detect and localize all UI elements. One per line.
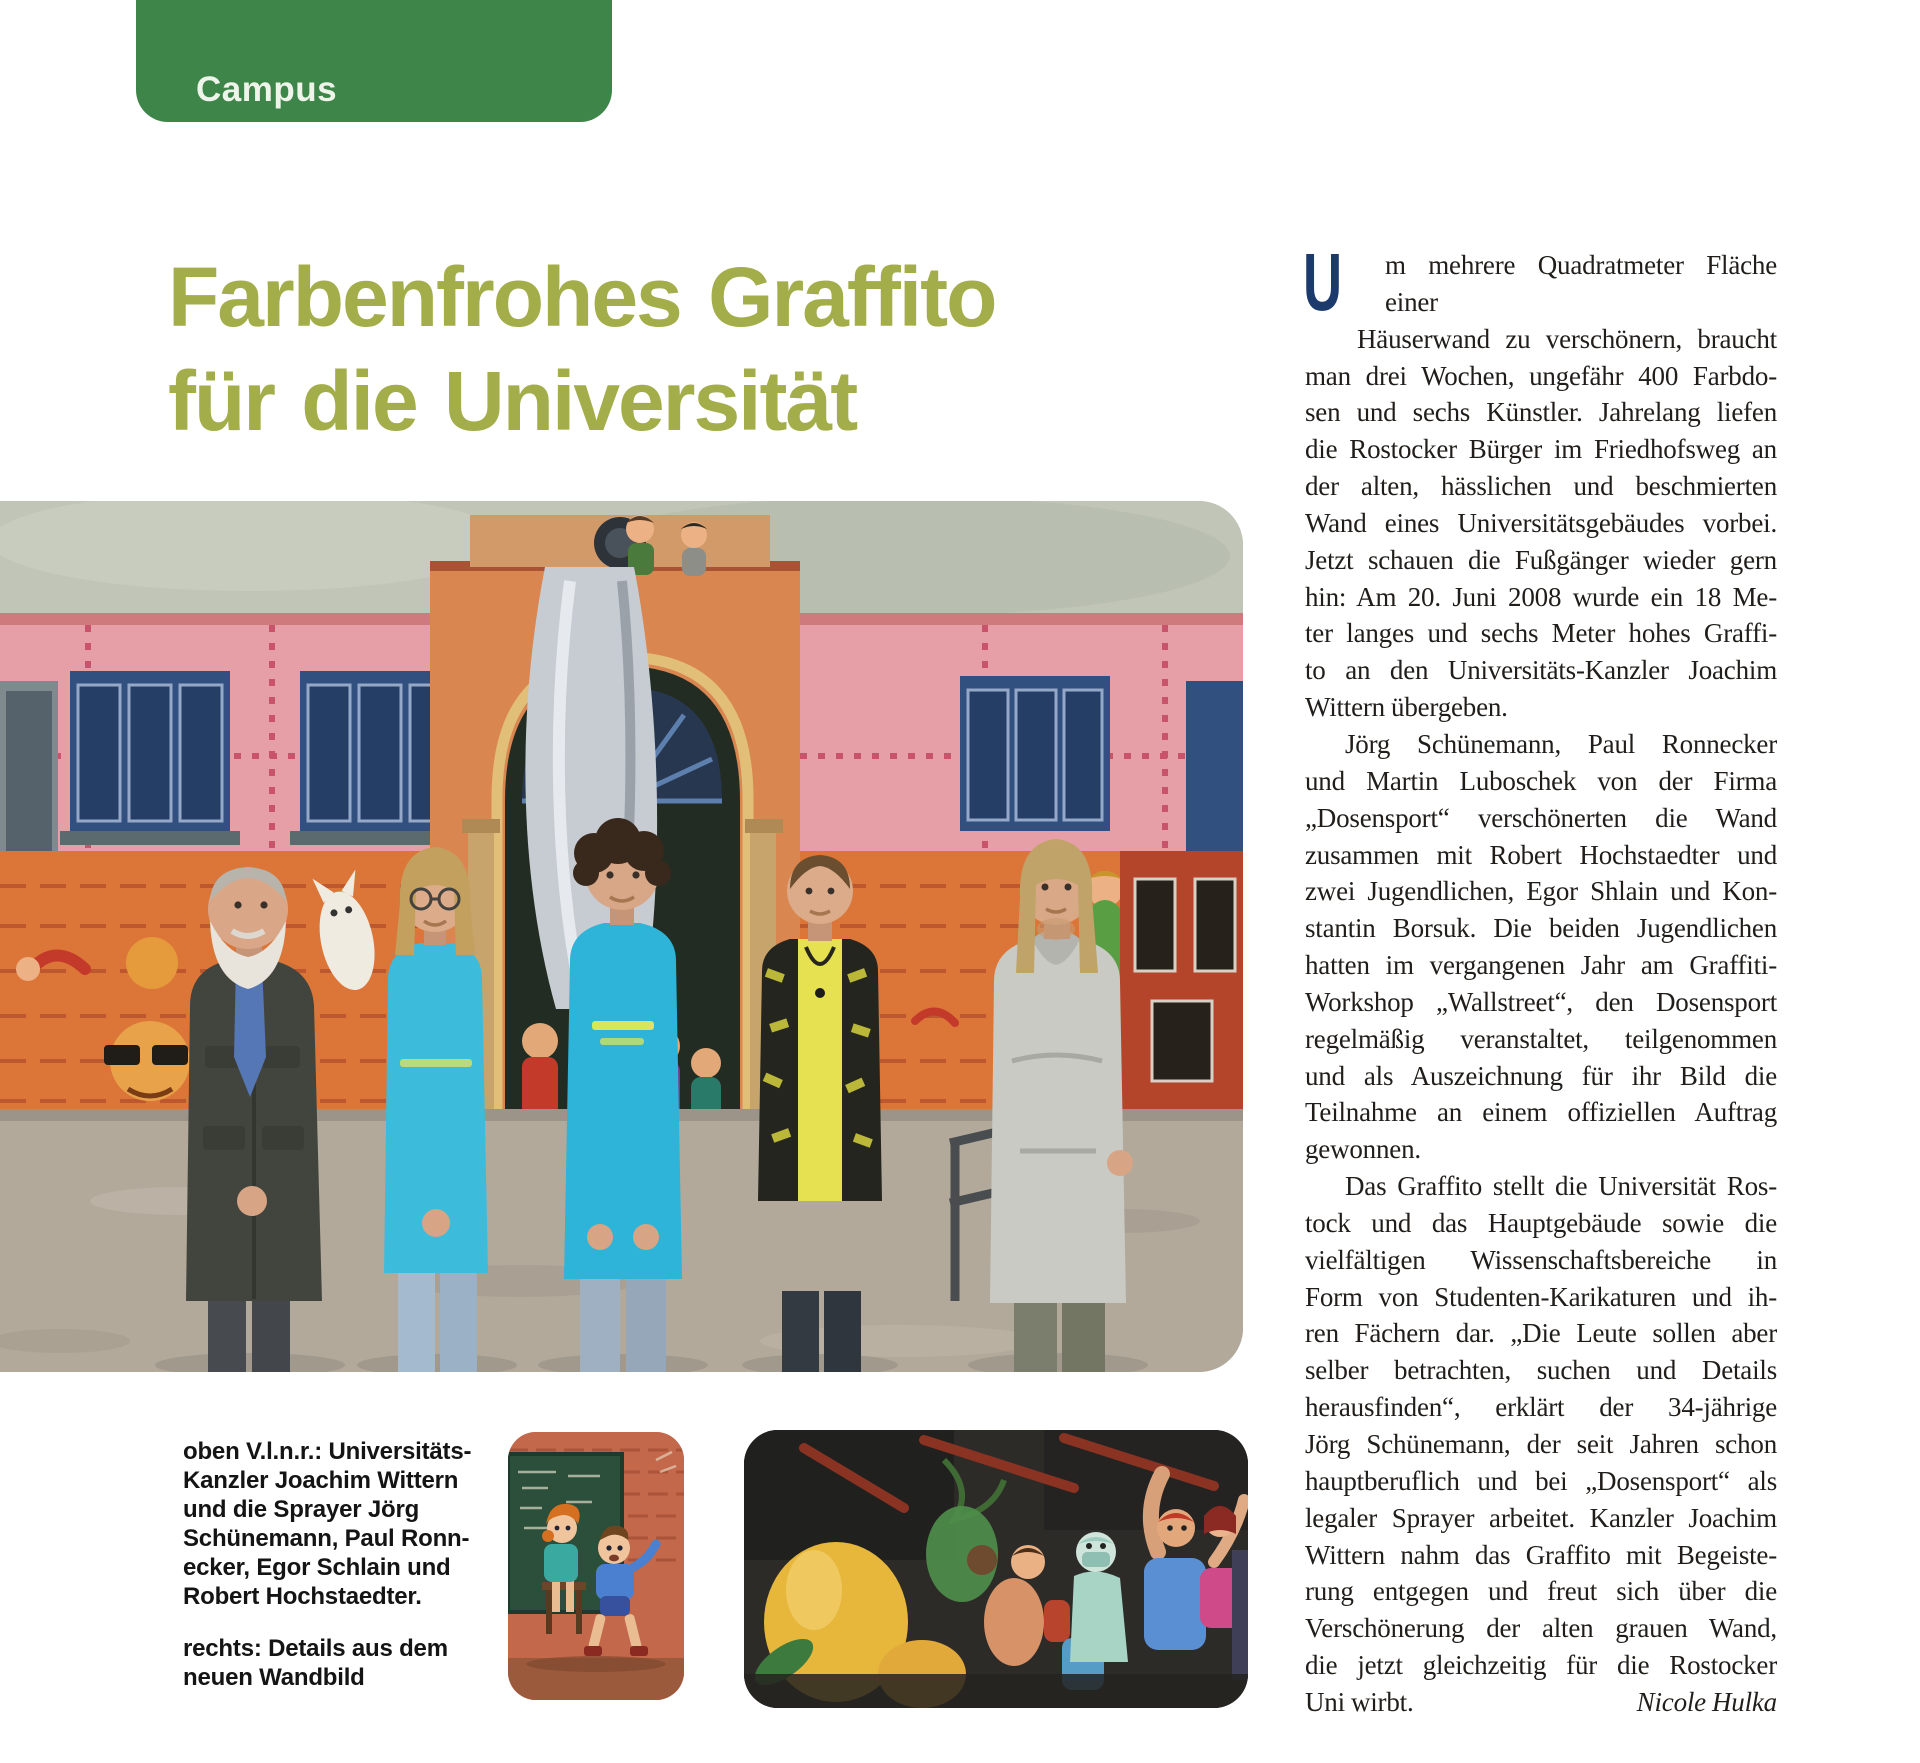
detail-photo-classroom-image <box>508 1432 684 1700</box>
body-text: der alten, hässlichen und beschmierten <box>1305 471 1777 502</box>
body-text: Jörg Schünemann, der seit Jahren schon <box>1305 1429 1777 1459</box>
caption-line: Kanzler Joachim Wittern <box>183 1467 459 1494</box>
section-tab <box>136 0 612 122</box>
body-text: m mehrere Quadratmeter Fläche einer <box>1385 250 1777 317</box>
body-text: Workshop „Wallstreet“, den Dosensport <box>1305 986 1777 1017</box>
body-text-line <box>1305 1537 1777 1574</box>
body-text: zwei Jugendlichen, Egor Shlain und Kon- <box>1305 876 1777 907</box>
body-text: ter langes und sechs Meter hohes Graffi- <box>1305 618 1777 649</box>
body-text-line <box>1305 1168 1777 1205</box>
caption-line: ecker, Egor Schlain und <box>183 1554 451 1581</box>
headline-line-1: Farbenfrohes Graffito <box>168 250 996 344</box>
body-text: stantin Borsuk. Die beiden Jugendlichen <box>1305 913 1777 944</box>
body-text-line <box>1305 689 1777 726</box>
drop-cap: U <box>1303 237 1342 328</box>
body-text-line <box>1305 1500 1777 1537</box>
body-text-line <box>1305 1389 1777 1426</box>
body-text-line <box>1305 1573 1777 1610</box>
article-body <box>1303 237 1777 1721</box>
body-text: regelmäßig veranstaltet, teilgenommen <box>1305 1023 1777 1054</box>
body-text: Wand eines Universitätsgebäudes vorbei. <box>1305 507 1777 538</box>
body-text: zusammen mit Robert Hochstaedter und <box>1305 839 1777 870</box>
body-text-line <box>1305 1205 1777 1242</box>
body-text-line <box>1305 394 1777 431</box>
body-text-line <box>1305 1610 1777 1647</box>
paragraph <box>1303 237 1777 726</box>
body-text: man drei Wochen, ungefähr 400 Farbdo- <box>1305 360 1777 391</box>
body-text-line <box>1305 763 1777 800</box>
body-text-line <box>1305 1684 1777 1721</box>
body-text-line <box>1305 1094 1777 1131</box>
detail-photo-mural <box>744 1430 1248 1708</box>
body-text: Wittern nahm das Graffito mit Begeiste- <box>1305 1539 1777 1570</box>
body-text-line <box>1305 505 1777 542</box>
body-text: vielfältigen Wissenschaftsbereiche in <box>1305 1244 1777 1275</box>
headline-line-2: für die Universität <box>168 354 857 448</box>
body-text: Uni wirbt. <box>1305 1686 1414 1717</box>
body-text-line <box>1305 837 1777 874</box>
body-text: sen und sechs Künstler. Jahrelang liefen <box>1305 397 1777 428</box>
body-text-line <box>1305 431 1777 468</box>
body-text-line <box>1305 910 1777 947</box>
mural-caricature-fruit <box>126 937 178 989</box>
paragraph <box>1305 726 1777 1168</box>
body-text-line <box>1305 800 1777 837</box>
body-text: Teilnahme an einem offiziellen Auftrag <box>1305 1097 1777 1128</box>
body-text: Jetzt schauen die Fußgänger wieder gern <box>1305 544 1777 575</box>
body-text-line <box>1305 1242 1777 1279</box>
caption-line: oben V.l.n.r.: Universitäts- <box>183 1438 472 1465</box>
body-text-line <box>1303 237 1777 328</box>
paragraph <box>1305 1168 1777 1721</box>
section-tab-label: Campus <box>196 70 338 109</box>
body-text-line <box>1305 1021 1777 1058</box>
body-text-line <box>1305 468 1777 505</box>
body-text: Verschönerung der alten grauen Wand, <box>1305 1613 1777 1644</box>
main-photo-image <box>0 501 1243 1372</box>
mural-window <box>60 671 240 845</box>
detail-caption <box>183 1634 448 1692</box>
body-text: und Martin Luboschek von der Firma <box>1305 765 1777 796</box>
body-text: rung entgegen und freut sich über die <box>1305 1576 1777 1607</box>
body-text-line <box>1305 1352 1777 1389</box>
body-text-line <box>1305 358 1777 395</box>
body-text: Das Graffito stellt die Universität Ros- <box>1345 1171 1777 1202</box>
body-text-line <box>1305 1426 1777 1463</box>
body-text: gewonnen. <box>1305 1134 1421 1165</box>
body-text: herausfinden“, erklärt der 34-jährige <box>1305 1392 1777 1423</box>
body-text: hatten im vergangenen Jahr am Graffiti- <box>1305 950 1777 981</box>
mural-window <box>960 676 1110 831</box>
body-text: legaler Sprayer arbeitet. Kanzler Joachim <box>1305 1502 1777 1533</box>
body-text-line <box>1305 1463 1777 1500</box>
caption-line: Schünemann, Paul Ronn- <box>183 1525 470 1552</box>
body-text: und als Auszeichnung für ihr Bild die <box>1305 1060 1777 1091</box>
body-text: Wittern übergeben. <box>1305 692 1508 723</box>
detail-photo-mural-image <box>744 1430 1248 1708</box>
caption-line: neuen Wandbild <box>183 1664 365 1691</box>
body-text: Häuserwand zu verschönern, braucht <box>1357 323 1777 354</box>
body-text: „Dosensport“ verschönerten die Wand <box>1305 802 1777 833</box>
main-photo <box>0 501 1243 1372</box>
body-text-line <box>1305 321 1777 358</box>
caption-line: Robert Hochstaedter. <box>183 1583 422 1610</box>
body-text: hauptberuflich und bei „Dosensport“ als <box>1305 1465 1777 1496</box>
article-paragraphs <box>1303 237 1777 1721</box>
body-text-line <box>1305 1315 1777 1352</box>
body-text-line <box>1305 873 1777 910</box>
body-text-line <box>1305 1131 1777 1168</box>
body-text: selber betrachten, suchen und Details <box>1305 1355 1777 1386</box>
body-text-line <box>1305 984 1777 1021</box>
caption-line: und die Sprayer Jörg <box>183 1496 420 1523</box>
body-text: hin: Am 20. Juni 2008 wurde ein 18 Me- <box>1305 581 1777 612</box>
photo-caption <box>183 1437 471 1611</box>
detail-photo-classroom <box>508 1432 684 1700</box>
body-text-line <box>1305 947 1777 984</box>
body-text: die Rostocker Bürger im Friedhofsweg an <box>1305 434 1777 465</box>
body-text-line <box>1305 1279 1777 1316</box>
body-text-line <box>1305 726 1777 763</box>
author-name: Nicole Hulka <box>1636 1686 1777 1717</box>
body-text-line <box>1305 542 1777 579</box>
body-text: ren Fächern dar. „Die Leute sollen aber <box>1305 1318 1777 1349</box>
body-text: die jetzt gleichzeitig für die Rostocker <box>1305 1650 1777 1681</box>
body-text: to an den Universitäts-Kanzler Joachim <box>1305 655 1777 686</box>
body-text-line <box>1305 1647 1777 1684</box>
body-text: Form von Studenten-Karikaturen und ih- <box>1305 1281 1777 1312</box>
caption-line: rechts: Details aus dem <box>183 1635 448 1662</box>
body-text-line <box>1305 1058 1777 1095</box>
article-headline <box>168 245 995 453</box>
body-text-line <box>1305 652 1777 689</box>
body-text-line <box>1305 579 1777 616</box>
body-text-line <box>1305 615 1777 652</box>
body-text: Jörg Schünemann, Paul Ronnecker <box>1345 728 1777 759</box>
body-text: tock und das Hauptgebäude sowie die <box>1305 1207 1777 1238</box>
